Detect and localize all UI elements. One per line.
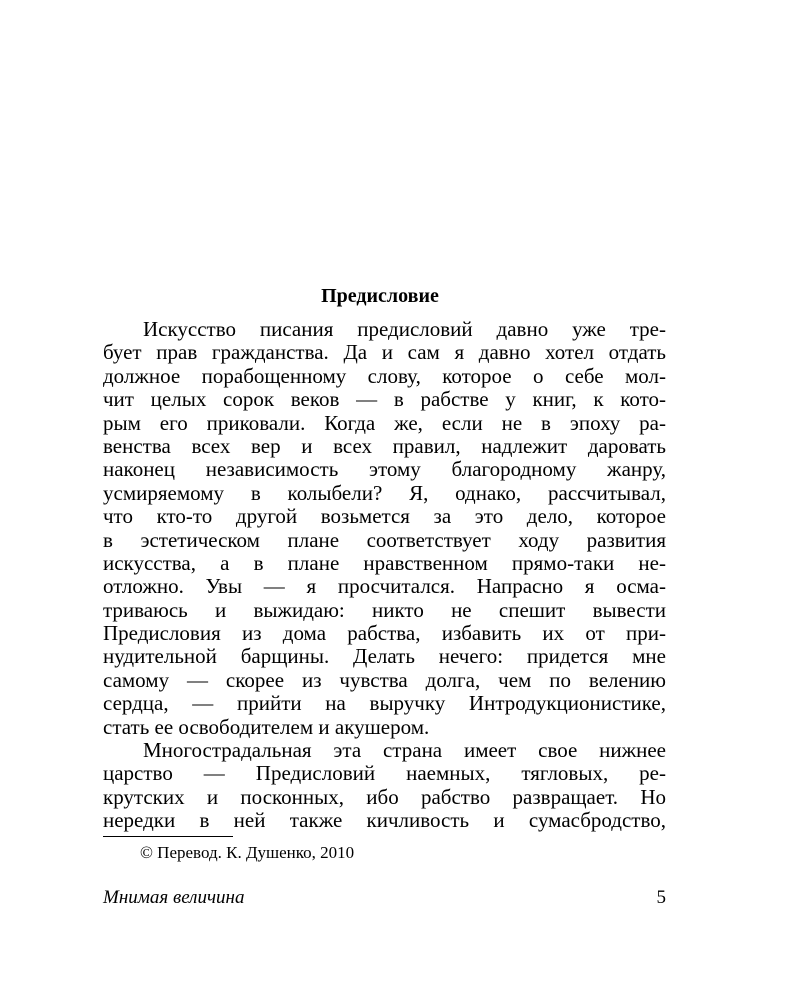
text-line: сердца, — прийти на выручку Интродукционистике,	[103, 691, 666, 716]
running-title: Мнимая величина	[103, 887, 245, 908]
text-line: крутских и посконных, ибо рабство развращает. Но	[103, 784, 666, 809]
text-line: должное порабощенному слову, которое о себе мол-	[103, 363, 666, 388]
text-line: отложно. Увы — я просчитался. Напрасно я осма-	[103, 574, 666, 599]
text-line: рым его приковали. Когда же, если не в эпоху ра-	[103, 410, 666, 435]
text-line: стать ее освободителем и акушером.	[103, 714, 430, 739]
text-line: что кто-то другой возьмется за это дело, которое	[103, 504, 666, 529]
page-number: 5	[656, 887, 666, 908]
body-text	[103, 318, 666, 833]
text-line: Предисловия из дома рабства, избавить их от при-	[103, 621, 666, 646]
text-line: нудительной барщины. Делать нечего: придется мне	[103, 644, 666, 669]
text-line: наконец независимость этому благородному жанру,	[103, 457, 666, 482]
text-line: венства всех вер и всех правил, надлежит даровать	[103, 433, 666, 458]
text-line: Многострадальная эта страна имеет свое нижнее	[143, 738, 666, 763]
footnote-divider	[103, 836, 233, 837]
text-line: искусства, а в плане нравственном прямо-таки не-	[103, 550, 666, 575]
chapter-title: Предисловие	[321, 285, 439, 307]
text-line: нередки в ней также кичливость и сумасбродство,	[103, 808, 666, 833]
text-line: Искусство писания предисловий давно уже тре-	[143, 317, 666, 341]
text-line: бует прав гражданства. Да и сам я давно хотел отдать	[103, 340, 666, 365]
text-line: триваюсь и выжидаю: никто не спешит вывести	[103, 597, 666, 622]
text-line: самому — скорее из чувства долга, чем по велению	[103, 667, 666, 692]
text-line: царство — Предисловий наемных, тягловых, ре-	[103, 761, 666, 786]
text-line: чит целых сорок веков — в рабстве у книг, к кото-	[103, 387, 666, 412]
copyright-footnote: © Перевод. К. Душенко, 2010	[140, 843, 355, 862]
text-line: в эстетическом плане соответствует ходу развития	[103, 527, 666, 552]
text-line: усмиряемому в колыбели? Я, однако, рассчитывал,	[103, 480, 666, 505]
